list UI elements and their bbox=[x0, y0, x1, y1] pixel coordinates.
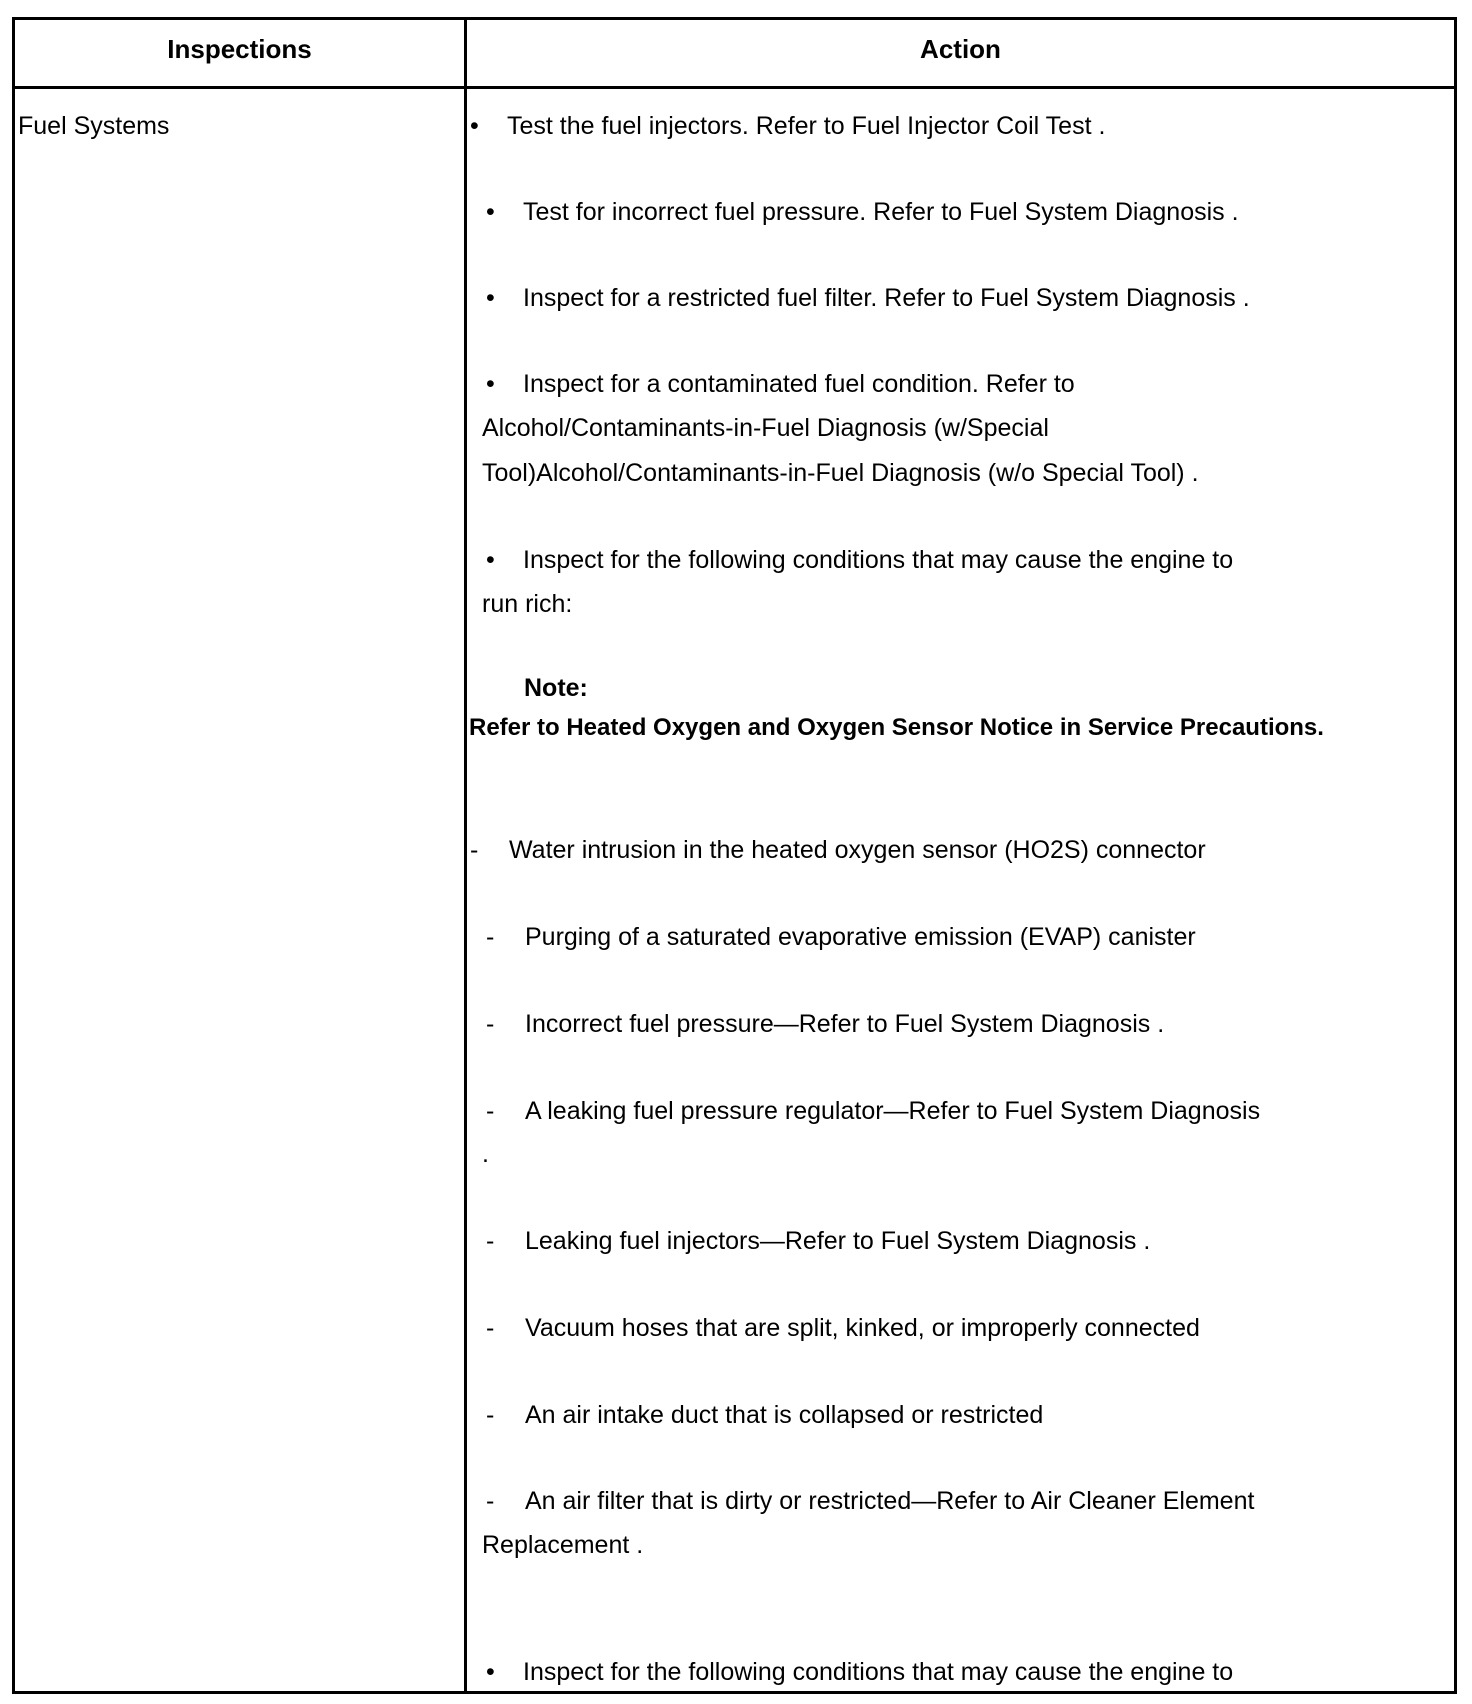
dash-icon: - bbox=[486, 1314, 495, 1342]
dash-icon: - bbox=[486, 923, 495, 951]
action-item-5-line-2: run rich: bbox=[482, 590, 573, 618]
header-divider bbox=[12, 86, 1457, 89]
action-item-6: Inspect for the following conditions that may cause the engine to bbox=[523, 1658, 1234, 1686]
column-header-action: Action bbox=[920, 34, 1001, 64]
condition-item: Vacuum hoses that are split, kinked, or improperly connected bbox=[525, 1314, 1200, 1342]
condition-item-continuation: . bbox=[482, 1140, 489, 1168]
action-item-5-line-1: Inspect for the following conditions that may cause the engine to bbox=[523, 546, 1234, 574]
bullet-icon: • bbox=[486, 284, 495, 312]
dash-icon: - bbox=[486, 1401, 495, 1429]
action-item-2: Test for incorrect fuel pressure. Refer to Fuel System Diagnosis . bbox=[523, 198, 1239, 226]
action-item-4-line-3: Tool)Alcohol/Contaminants-in-Fuel Diagnosis (w/o Special Tool) . bbox=[482, 459, 1199, 487]
inspection-cell: Fuel Systems bbox=[18, 112, 170, 140]
condition-item: A leaking fuel pressure regulator—Refer to Fuel System Diagnosis bbox=[525, 1097, 1261, 1125]
action-item-4-line-1: Inspect for a contaminated fuel condition. Refer to bbox=[523, 370, 1075, 398]
condition-item: Incorrect fuel pressure—Refer to Fuel System Diagnosis . bbox=[525, 1010, 1165, 1038]
dash-icon: - bbox=[470, 836, 479, 864]
action-item-4-line-2: Alcohol/Contaminants-in-Fuel Diagnosis (w/Special bbox=[482, 414, 1049, 442]
action-item-1: Test the fuel injectors. Refer to Fuel Injector Coil Test . bbox=[507, 112, 1106, 140]
condition-item: An air filter that is dirty or restricted—Refer to Air Cleaner Element bbox=[525, 1487, 1255, 1515]
action-item-3: Inspect for a restricted fuel filter. Refer to Fuel System Diagnosis . bbox=[523, 284, 1250, 312]
note-text: Refer to Heated Oxygen and Oxygen Sensor Notice in Service Precautions. bbox=[469, 714, 1324, 741]
dash-icon: - bbox=[486, 1227, 495, 1255]
bullet-icon: • bbox=[486, 1658, 495, 1686]
note-title: Note: bbox=[524, 674, 588, 702]
table-border-bottom bbox=[12, 1691, 1457, 1694]
condition-item: Water intrusion in the heated oxygen sensor (HO2S) connector bbox=[509, 836, 1206, 864]
table-border-top bbox=[12, 17, 1457, 20]
bullet-icon: • bbox=[486, 546, 495, 574]
condition-item: Purging of a saturated evaporative emission (EVAP) canister bbox=[525, 923, 1196, 951]
dash-icon: - bbox=[486, 1010, 495, 1038]
condition-item-continuation: Replacement . bbox=[482, 1531, 644, 1559]
bullet-icon: • bbox=[486, 370, 495, 398]
column-header-inspections: Inspections bbox=[167, 34, 312, 64]
column-divider bbox=[464, 17, 467, 1694]
condition-item: Leaking fuel injectors—Refer to Fuel System Diagnosis . bbox=[525, 1227, 1151, 1255]
bullet-icon: • bbox=[486, 198, 495, 226]
bullet-icon: • bbox=[470, 112, 479, 140]
dash-icon: - bbox=[486, 1097, 495, 1125]
table-border-right bbox=[1454, 17, 1457, 1694]
table-border-left bbox=[12, 17, 15, 1694]
condition-item: An air intake duct that is collapsed or restricted bbox=[525, 1401, 1044, 1429]
dash-icon: - bbox=[486, 1487, 495, 1515]
